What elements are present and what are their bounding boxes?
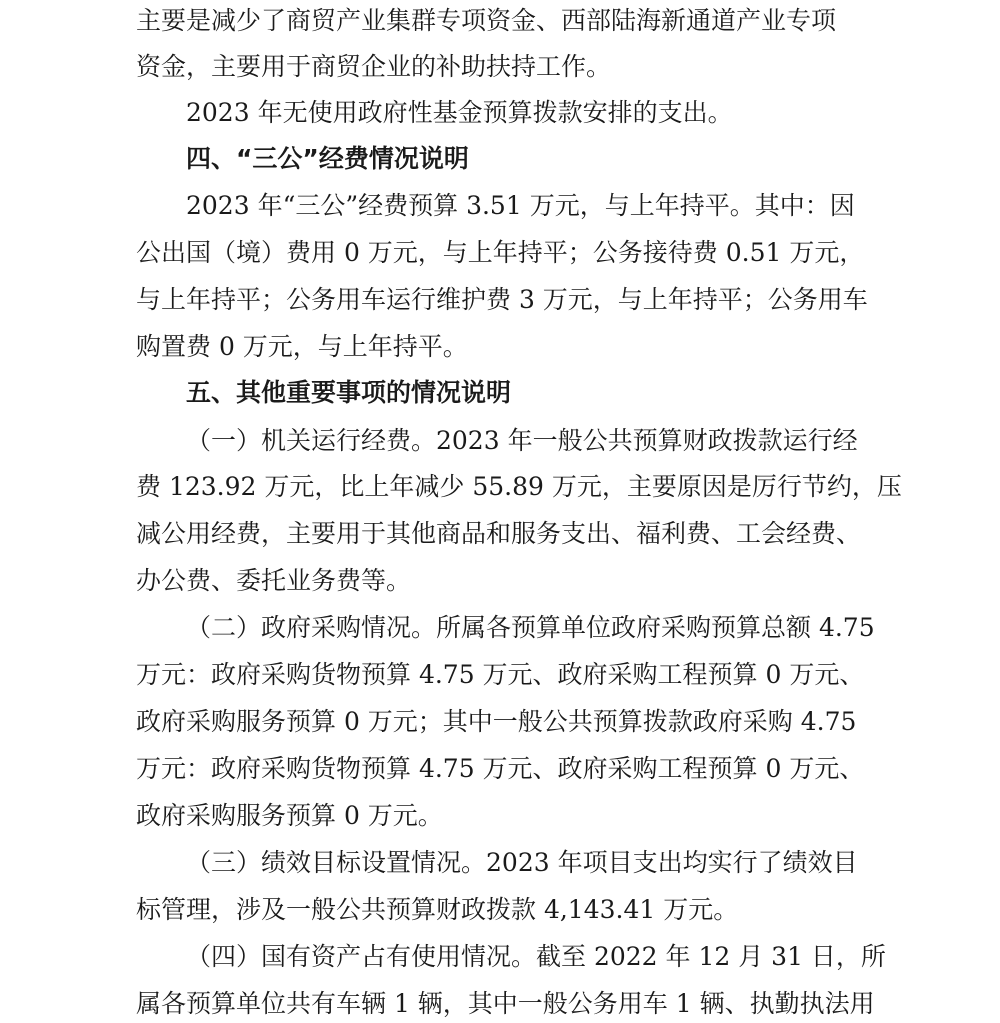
body-text-line: 标管理，涉及一般公共预算财政拨款 4,143.41 万元。 [136, 895, 739, 924]
body-text-line: 2023 年“三公”经费预算 3.51 万元，与上年持平。其中：因 [186, 191, 855, 220]
body-text-line: 属各预算单位共有车辆 1 辆，其中一般公务用车 1 辆、执勤执法用 [136, 989, 875, 1018]
body-text-line: 办公费、委托业务费等。 [136, 566, 412, 595]
body-text-line: 主要是减少了商贸产业集群专项资金、西部陆海新通道产业专项 [136, 6, 837, 35]
body-text-line: 2023 年无使用政府性基金预算拨款安排的支出。 [186, 98, 733, 127]
body-text-line: 购置费 0 万元，与上年持平。 [136, 332, 468, 361]
body-text-line: 政府采购服务预算 0 万元。 [136, 801, 443, 830]
body-text-line: 减公用经费，主要用于其他商品和服务支出、福利费、工会经费、 [136, 519, 862, 548]
body-text-line: （二）政府采购情况。所属各预算单位政府采购预算总额 4.75 [186, 613, 875, 642]
body-text-line: 费 123.92 万元，比上年减少 55.89 万元，主要原因是厉行节约，压 [136, 472, 902, 501]
body-text-line: 万元：政府采购货物预算 4.75 万元、政府采购工程预算 0 万元、 [136, 660, 865, 689]
body-text-line: （四）国有资产占有使用情况。截至 2022 年 12 月 31 日，所 [186, 942, 886, 971]
body-text-line: 公出国（境）费用 0 万元，与上年持平；公务接待费 0.51 万元， [136, 238, 865, 267]
body-text-line: 万元：政府采购货物预算 4.75 万元、政府采购工程预算 0 万元、 [136, 754, 865, 783]
body-text-line: （一）机关运行经费。2023 年一般公共预算财政拨款运行经 [186, 426, 858, 455]
section-heading-sangong: 四、“三公”经费情况说明 [186, 144, 469, 173]
body-text-line: 政府采购服务预算 0 万元；其中一般公共预算拨款政府采购 4.75 [136, 707, 857, 736]
section-heading-other-matters: 五、其他重要事项的情况说明 [186, 378, 512, 407]
body-text-line: 与上年持平；公务用车运行维护费 3 万元，与上年持平；公务用车 [136, 285, 868, 314]
body-text-line: 资金，主要用于商贸企业的补助扶持工作。 [136, 52, 612, 81]
body-text-line: （三）绩效目标设置情况。2023 年项目支出均实行了绩效目 [186, 848, 858, 877]
